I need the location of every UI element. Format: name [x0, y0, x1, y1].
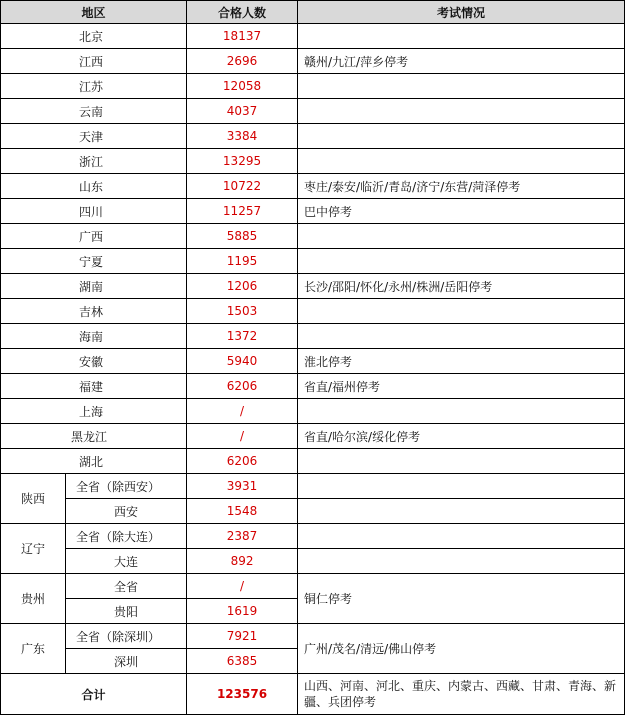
exam-note: 赣州/九江/萍乡停考: [298, 49, 625, 74]
region-name: 上海: [1, 399, 187, 424]
passed-count: 892: [187, 549, 298, 574]
passed-count: 3384: [187, 124, 298, 149]
passed-count: 10722: [187, 174, 298, 199]
passed-count: /: [187, 574, 298, 599]
exam-note: [298, 124, 625, 149]
exam-note: [298, 224, 625, 249]
exam-note: 巴中停考: [298, 199, 625, 224]
table-row: [1, 399, 625, 424]
table-row: [1, 499, 625, 524]
region-name: 四川: [1, 199, 187, 224]
table-row: [1, 149, 625, 174]
table-row: [1, 449, 625, 474]
region-name: 北京: [1, 24, 187, 49]
region-name: 江苏: [1, 74, 187, 99]
table-row: [1, 524, 625, 549]
table-row: [1, 249, 625, 274]
header-status: 考试情况: [298, 1, 625, 24]
region-name: 宁夏: [1, 249, 187, 274]
passed-count: 6385: [187, 649, 298, 674]
province-guangdong: 广东: [1, 624, 66, 674]
passed-count: /: [187, 399, 298, 424]
total-label: 合计: [1, 674, 187, 715]
table-row: [1, 74, 625, 99]
table-row: [1, 349, 625, 374]
sub-region: 深圳: [66, 649, 187, 674]
passed-count: 4037: [187, 99, 298, 124]
passed-count: 2387: [187, 524, 298, 549]
region-name: 湖北: [1, 449, 187, 474]
exam-note: [298, 299, 625, 324]
passed-count: 6206: [187, 449, 298, 474]
exam-note: [298, 449, 625, 474]
exam-note: 长沙/邵阳/怀化/永州/株洲/岳阳停考: [298, 274, 625, 299]
exam-note: [298, 99, 625, 124]
sub-region: 全省（除深圳）: [66, 624, 187, 649]
table-row: [1, 24, 625, 49]
region-name: 海南: [1, 324, 187, 349]
exam-note: 铜仁停考: [298, 574, 625, 624]
table-row: [1, 324, 625, 349]
table-row: [1, 224, 625, 249]
table-row: [1, 624, 625, 649]
passed-count: 5940: [187, 349, 298, 374]
passed-count: 13295: [187, 149, 298, 174]
exam-note: [298, 74, 625, 99]
passed-count: 1206: [187, 274, 298, 299]
exam-note: [298, 549, 625, 574]
header-region: 地区: [1, 1, 187, 24]
exam-note: [298, 524, 625, 549]
table-row: [1, 274, 625, 299]
exam-note: 省直/哈尔滨/绥化停考: [298, 424, 625, 449]
region-name: 江西: [1, 49, 187, 74]
passed-count: 2696: [187, 49, 298, 74]
passed-count: 11257: [187, 199, 298, 224]
table-row: [1, 424, 625, 449]
passed-count: 12058: [187, 74, 298, 99]
table-row: [1, 574, 625, 599]
exam-note: 省直/福州停考: [298, 374, 625, 399]
region-name: 天津: [1, 124, 187, 149]
table-row: [1, 99, 625, 124]
table-row: [1, 374, 625, 399]
exam-note: [298, 474, 625, 499]
sub-region: 大连: [66, 549, 187, 574]
province-guizhou: 贵州: [1, 574, 66, 624]
table-row: [1, 199, 625, 224]
total-row: [1, 674, 625, 715]
sub-region: 西安: [66, 499, 187, 524]
passed-count: 1195: [187, 249, 298, 274]
sub-region: 全省（除西安）: [66, 474, 187, 499]
table-row: [1, 49, 625, 74]
passed-count: 6206: [187, 374, 298, 399]
region-name: 福建: [1, 374, 187, 399]
table-row: [1, 549, 625, 574]
header-passed: 合格人数: [187, 1, 298, 24]
passed-count: 1619: [187, 599, 298, 624]
exam-note: [298, 324, 625, 349]
exam-note: [298, 24, 625, 49]
passed-count: 1548: [187, 499, 298, 524]
region-name: 广西: [1, 224, 187, 249]
region-name: 浙江: [1, 149, 187, 174]
region-name: 安徽: [1, 349, 187, 374]
exam-note: 枣庄/泰安/临沂/青岛/济宁/东营/菏泽停考: [298, 174, 625, 199]
passed-count: 7921: [187, 624, 298, 649]
region-name: 黑龙江: [1, 424, 187, 449]
table-row: [1, 299, 625, 324]
exam-note: 广州/茂名/清远/佛山停考: [298, 624, 625, 674]
sub-region: 全省（除大连）: [66, 524, 187, 549]
table-row: [1, 474, 625, 499]
passed-count: 1503: [187, 299, 298, 324]
passed-count: /: [187, 424, 298, 449]
exam-note: [298, 499, 625, 524]
sub-region: 贵阳: [66, 599, 187, 624]
exam-note: [298, 399, 625, 424]
region-name: 湖南: [1, 274, 187, 299]
region-name: 云南: [1, 99, 187, 124]
province-shaanxi: 陕西: [1, 474, 66, 524]
province-liaoning: 辽宁: [1, 524, 66, 574]
sub-region: 全省: [66, 574, 187, 599]
region-name: 吉林: [1, 299, 187, 324]
total-count: 123576: [187, 674, 298, 715]
exam-note: 淮北停考: [298, 349, 625, 374]
total-note: 山西、河南、河北、重庆、内蒙古、西藏、甘肃、青海、新疆、兵团停考: [298, 674, 625, 715]
passed-count: 5885: [187, 224, 298, 249]
exam-note: [298, 249, 625, 274]
table-row: [1, 174, 625, 199]
passed-count: 1372: [187, 324, 298, 349]
table-row: [1, 124, 625, 149]
region-name: 山东: [1, 174, 187, 199]
header-row: [1, 1, 625, 24]
passed-count: 3931: [187, 474, 298, 499]
passed-count: 18137: [187, 24, 298, 49]
exam-note: [298, 149, 625, 174]
